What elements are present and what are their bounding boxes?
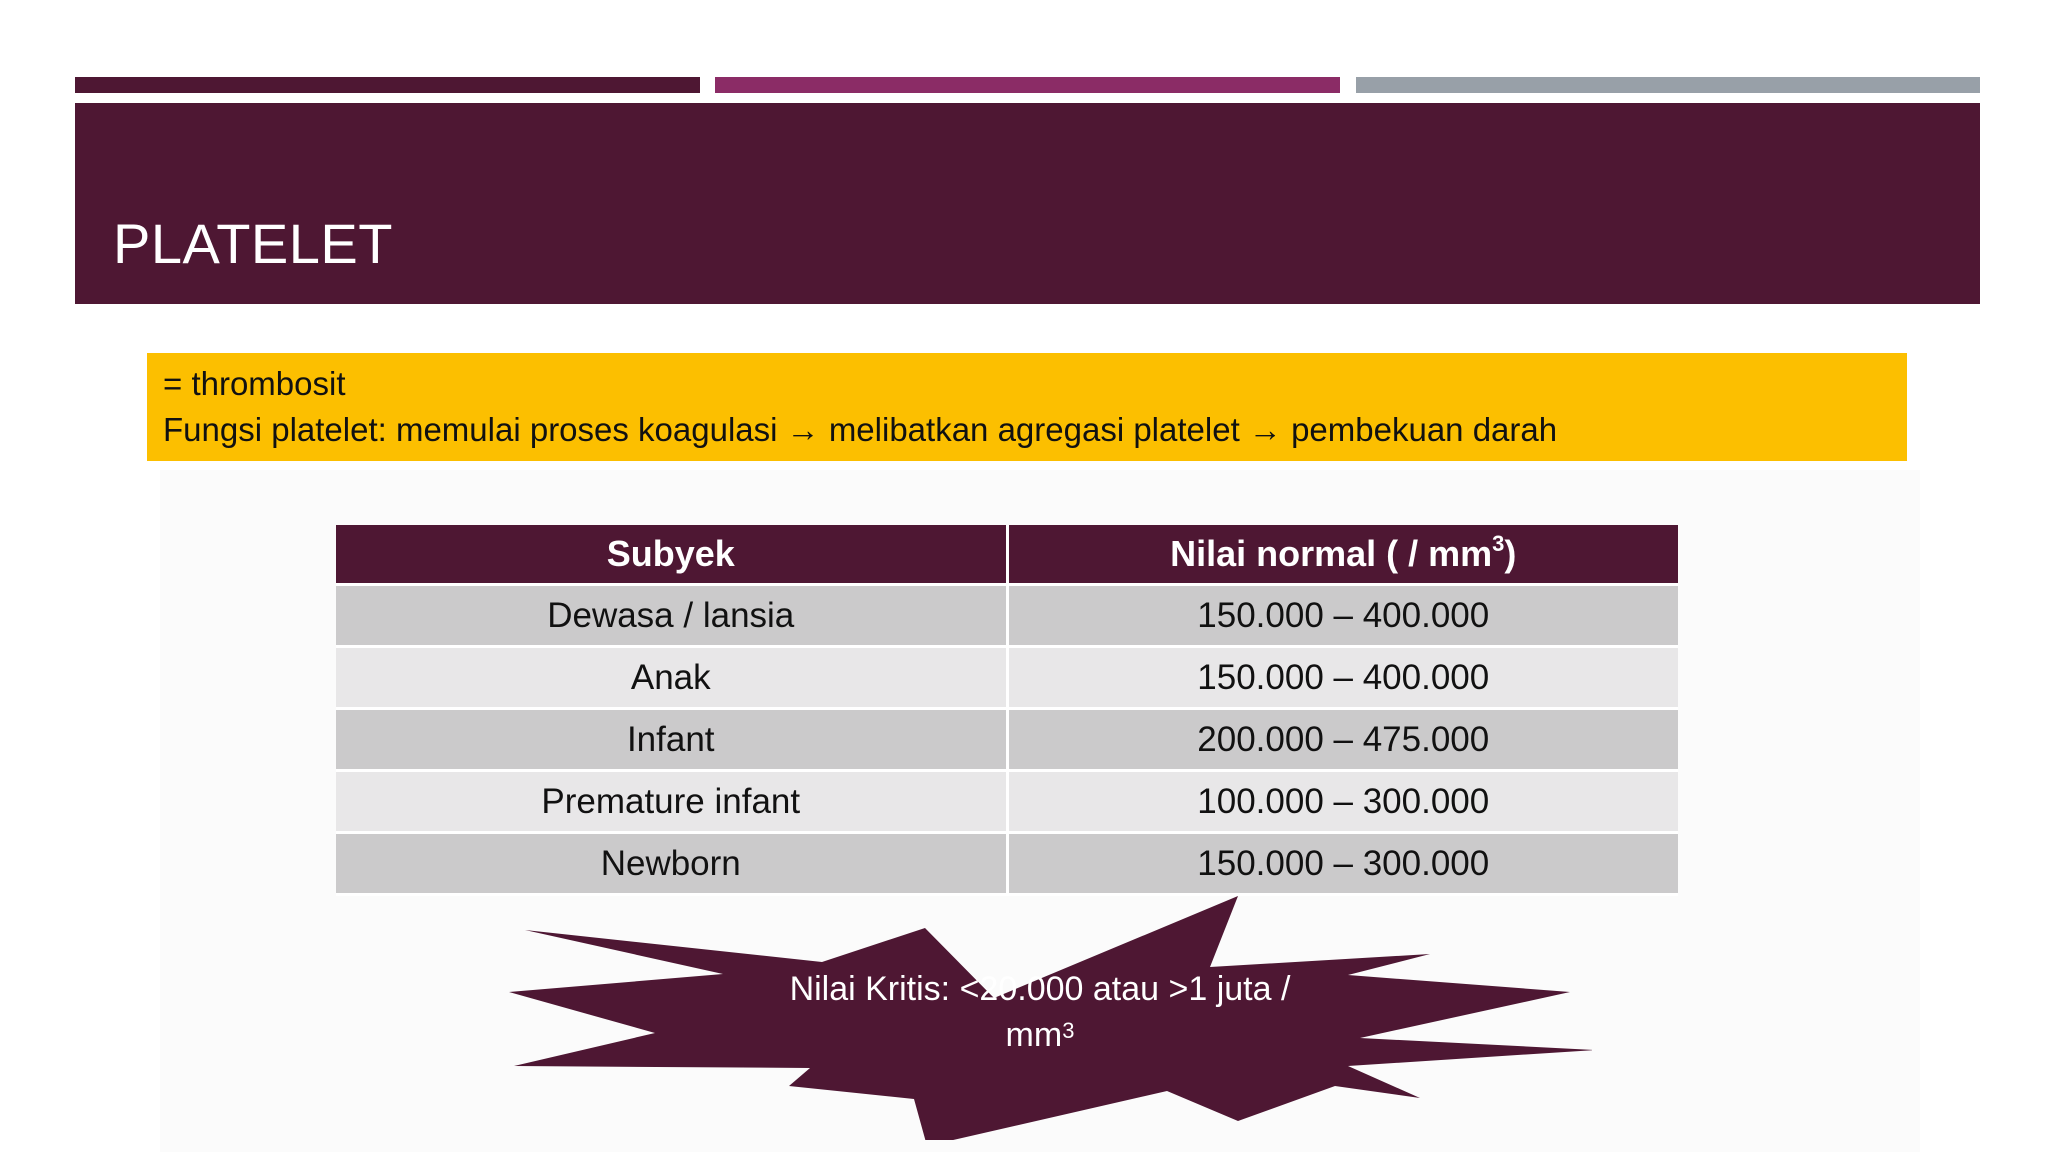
normal-values-table bbox=[336, 525, 1678, 896]
critical-value-superscript: 3 bbox=[1062, 1018, 1075, 1043]
critical-value-text bbox=[740, 966, 1340, 1058]
cell-subject: Anak bbox=[336, 647, 1007, 709]
critical-value-unit: mm bbox=[1005, 1016, 1063, 1054]
cell-subject: Infant bbox=[336, 709, 1007, 771]
table-row bbox=[336, 771, 1678, 833]
critical-value-callout bbox=[500, 896, 1592, 1140]
accent-bar-magenta bbox=[715, 77, 1340, 93]
cell-subject: Dewasa / lansia bbox=[336, 585, 1007, 647]
function-line: Fungsi platelet: memulai proses koagulasi → melibatkan agregasi platelet → pembekuan darah bbox=[163, 411, 1558, 448]
table-row bbox=[336, 709, 1678, 771]
header-subject-label: Subyek bbox=[606, 533, 735, 574]
accent-bar-gray bbox=[1356, 77, 1980, 93]
table-header-row bbox=[336, 525, 1678, 585]
cell-value: 100.000 – 300.000 bbox=[1007, 771, 1678, 833]
definition-box bbox=[147, 353, 1907, 461]
header-subject bbox=[336, 525, 1007, 585]
header-unit-superscript: 3 bbox=[1492, 531, 1505, 556]
slide-title: PLATELET bbox=[113, 212, 393, 275]
cell-subject: Premature infant bbox=[336, 771, 1007, 833]
table-row bbox=[336, 585, 1678, 647]
table-row bbox=[336, 647, 1678, 709]
cell-value: 150.000 – 400.000 bbox=[1007, 585, 1678, 647]
cell-subject: Newborn bbox=[336, 833, 1007, 895]
critical-value-line1: Nilai Kritis: <20.000 atau >1 juta / bbox=[789, 970, 1291, 1008]
cell-value: 150.000 – 400.000 bbox=[1007, 647, 1678, 709]
title-band bbox=[75, 103, 1980, 304]
header-normal-value-label: Nilai normal ( / mm bbox=[1170, 533, 1493, 574]
definition-line: = thrombosit bbox=[163, 365, 346, 402]
table-row bbox=[336, 833, 1678, 895]
header-normal-value bbox=[1007, 525, 1678, 585]
header-close-paren: ) bbox=[1504, 533, 1517, 574]
cell-value: 150.000 – 300.000 bbox=[1007, 833, 1678, 895]
critical-value-line2 bbox=[740, 1012, 1340, 1058]
cell-value: 200.000 – 475.000 bbox=[1007, 709, 1678, 771]
accent-bar-dark bbox=[75, 77, 700, 93]
